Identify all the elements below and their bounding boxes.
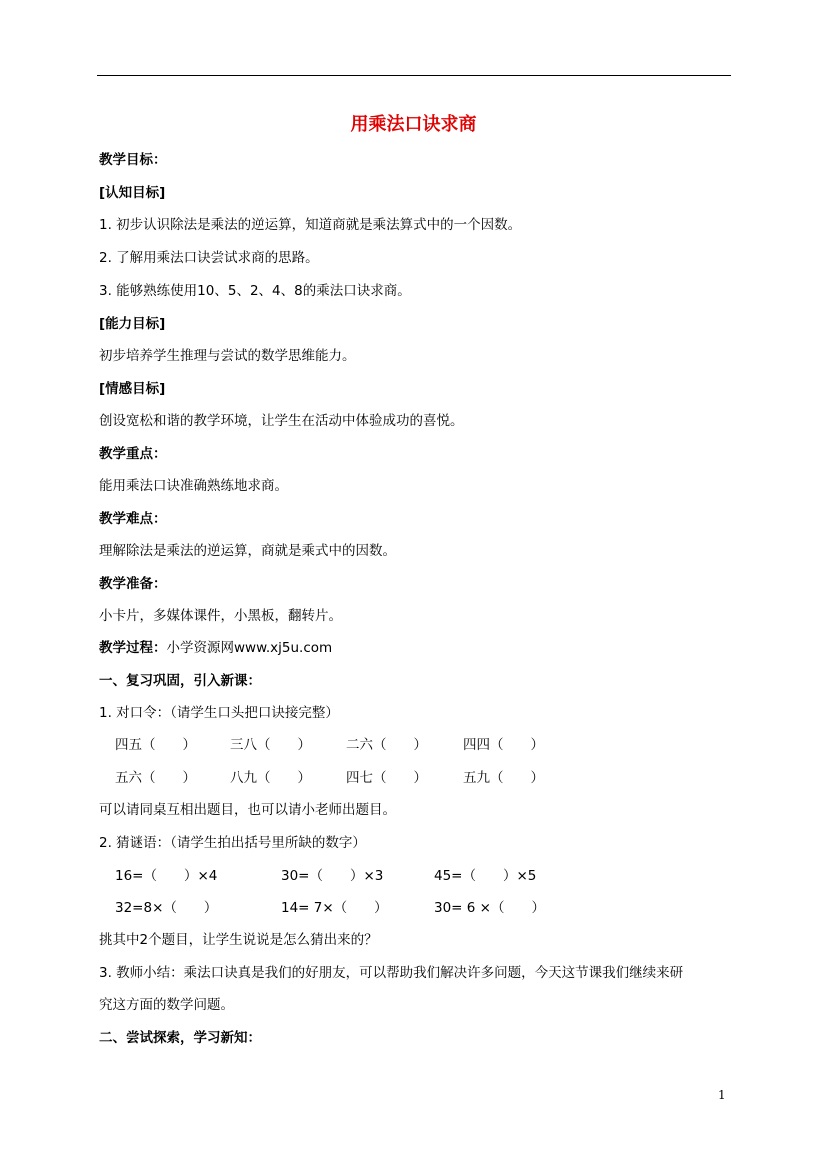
oral-pair: 五六（ ） — [115, 770, 196, 786]
cognitive-item-2: 2. 了解用乘法口诀尝试求商的思路。 — [99, 250, 319, 266]
section1-item1: 1. 对口令：（请学生口头把口诀接完整） — [99, 705, 339, 721]
ability-heading: [能力目标] — [99, 316, 166, 332]
oral-pair: 四五（ ） — [115, 737, 196, 753]
key-point-text: 能用乘法口诀准确熟练地求商。 — [99, 478, 288, 494]
riddle: 45=（ ）×5 — [434, 868, 537, 884]
process-text: 小学资源网www.xj5u.com — [166, 640, 333, 656]
preparation-heading: 教学准备： — [99, 576, 167, 592]
oral-pair: 四四（ ） — [463, 737, 544, 753]
riddle: 16=（ ）×4 — [115, 868, 218, 884]
riddle: 30= 6 ×（ ） — [434, 900, 545, 916]
difficulty-text: 理解除法是乘法的逆运算，商就是乘式中的因数。 — [99, 543, 396, 559]
cognitive-heading: [认知目标] — [99, 185, 166, 201]
oral-pair: 四七（ ） — [346, 770, 427, 786]
section1-note2: 挑其中2个题目，让学生说说是怎么猜出来的？ — [99, 932, 378, 948]
ability-text: 初步培养学生推理与尝试的数学思维能力。 — [99, 348, 356, 364]
document-title: 用乘法口诀求商 — [350, 114, 477, 135]
difficulty-heading: 教学难点： — [99, 511, 167, 527]
riddle: 32=8×（ ） — [115, 900, 218, 916]
key-point-heading: 教学重点： — [99, 446, 167, 462]
process-line — [99, 638, 332, 658]
page-number: 1 — [718, 1088, 726, 1102]
riddle: 30=（ ）×3 — [281, 868, 384, 884]
header-rule — [97, 75, 731, 76]
section1-item3-line1: 3. 教师小结：乘法口诀真是我们的好朋友，可以帮助我们解决许多问题，今天这节课我们继续来研 — [99, 965, 684, 981]
section1-note1: 可以请同桌互相出题目，也可以请小老师出题目。 — [99, 802, 396, 818]
cognitive-item-1: 1. 初步认识除法是乘法的逆运算，知道商就是乘法算式中的一个因数。 — [99, 217, 522, 233]
oral-pair: 二六（ ） — [346, 737, 427, 753]
emotion-text: 创设宽松和谐的教学环境，让学生在活动中体验成功的喜悦。 — [99, 413, 464, 429]
oral-pair: 八九（ ） — [230, 770, 311, 786]
section2-heading: 二、尝试探索，学习新知： — [99, 1030, 261, 1046]
emotion-heading: [情感目标] — [99, 381, 166, 397]
section1-item3-line2: 究这方面的数学问题。 — [99, 997, 234, 1013]
riddle: 14= 7×（ ） — [281, 900, 388, 916]
section1-item2: 2. 猜谜语：（请学生拍出括号里所缺的数字） — [99, 835, 366, 851]
objectives-heading: 教学目标： — [99, 152, 167, 168]
oral-pair: 五九（ ） — [463, 770, 544, 786]
process-heading: 教学过程： — [99, 640, 167, 656]
section1-heading: 一、复习巩固，引入新课： — [99, 673, 261, 689]
oral-pair: 三八（ ） — [230, 737, 311, 753]
cognitive-item-3: 3. 能够熟练使用10、5、2、4、8的乘法口诀求商。 — [99, 283, 411, 299]
preparation-text: 小卡片，多媒体课件，小黑板，翻转片。 — [99, 608, 342, 624]
